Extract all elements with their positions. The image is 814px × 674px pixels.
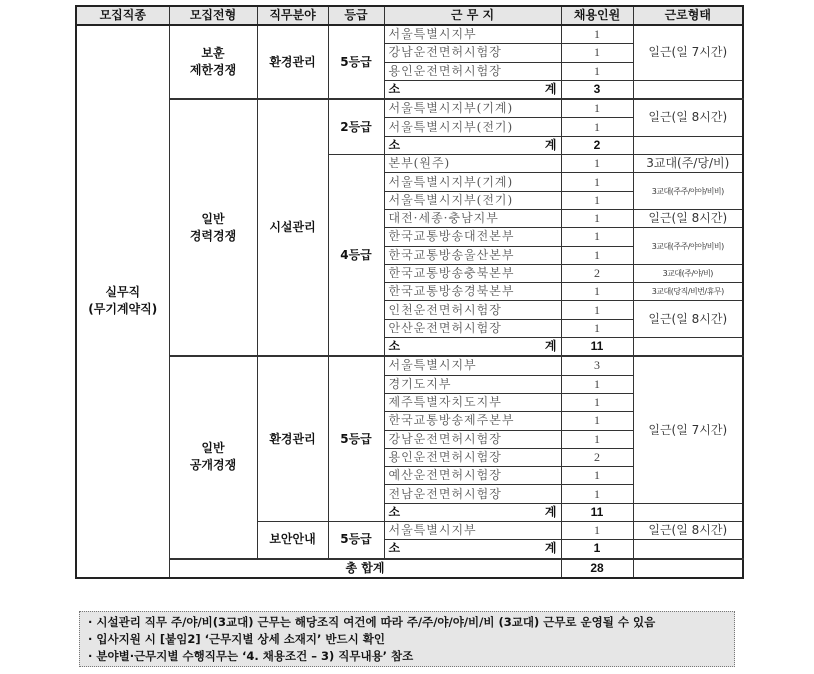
location-cell: 서울특별시지부(기계) [384, 173, 561, 191]
header-recruit-type: 모집전형 [169, 6, 257, 25]
count-cell: 3 [561, 356, 633, 375]
location-cell: 대전·세종·충남지부 [384, 209, 561, 227]
header-job-type: 모집직종 [76, 6, 169, 25]
grade-cell: 5등급 [328, 522, 384, 559]
table-row [76, 25, 743, 44]
location-cell: 한국교통방송충북본부 [384, 264, 561, 282]
count-cell: 1 [561, 209, 633, 227]
location-cell: 서울특별시지부(전기) [384, 191, 561, 209]
empty-cell [633, 540, 743, 559]
work-form-cell: 3교대(주주/야야/비비) [633, 228, 743, 265]
empty-cell [633, 136, 743, 154]
location-cell: 서울특별시지부 [384, 522, 561, 540]
subtotal-label-right: 계 [544, 541, 557, 556]
count-cell: 1 [561, 173, 633, 191]
subtotal-label [384, 503, 561, 521]
subtotal-count: 11 [561, 503, 633, 521]
note-line: · 시설관리 직무 주/야/비(3교대) 근무는 해당조직 여건에 따라 주/주/야/야/비/비 (3교대) 근무로 운영될 수 있음 [88, 615, 656, 629]
location-cell: 본부(원주) [384, 155, 561, 173]
count-cell: 1 [561, 246, 633, 264]
recruit-type-line: 경력경쟁 [189, 228, 237, 243]
subtotal-count: 1 [561, 540, 633, 559]
location-cell: 서울특별시지부 [384, 356, 561, 375]
count-cell: 1 [561, 522, 633, 540]
count-cell: 1 [561, 191, 633, 209]
count-cell: 1 [561, 228, 633, 246]
subtotal-label-right: 계 [544, 82, 557, 97]
count-cell: 1 [561, 393, 633, 411]
work-form-cell: 일근(일 7시간) [633, 356, 743, 503]
location-cell: 안산운전면허시험장 [384, 319, 561, 337]
location-cell: 예산운전면허시험장 [384, 467, 561, 485]
location-cell: 한국교통방송경북본부 [384, 283, 561, 301]
count-cell: 1 [561, 412, 633, 430]
location-cell: 서울특별시지부(전기) [384, 118, 561, 136]
location-cell: 한국교통방송대전본부 [384, 228, 561, 246]
recruit-type-cell [169, 25, 257, 99]
recruit-type-cell [169, 99, 257, 356]
recruit-type-line: 일반 [201, 211, 225, 226]
total-row [76, 559, 743, 578]
work-form-cell: 3교대(주주/야야/비비) [633, 173, 743, 210]
count-cell: 1 [561, 62, 633, 80]
subtotal-label-left: 소 [388, 82, 401, 97]
table-row [76, 99, 743, 118]
location-cell: 전남운전면허시험장 [384, 485, 561, 503]
count-cell: 1 [561, 485, 633, 503]
subtotal-label [384, 80, 561, 99]
subtotal-label [384, 540, 561, 559]
recruit-type-line: 일반 [201, 441, 225, 456]
recruit-type-line: 제한경쟁 [189, 63, 237, 78]
count-cell: 1 [561, 99, 633, 118]
location-cell: 용인운전면허시험장 [384, 62, 561, 80]
count-cell: 1 [561, 283, 633, 301]
location-cell: 인천운전면허시험장 [384, 301, 561, 319]
table-row [76, 356, 743, 375]
subtotal-label-left: 소 [388, 504, 401, 519]
field-cell: 보안안내 [257, 522, 328, 559]
work-form-cell: 3교대(주/야/비) [633, 264, 743, 282]
work-form-cell: 일근(일 8시간) [633, 209, 743, 227]
count-cell: 1 [561, 375, 633, 393]
recruit-type-cell [169, 356, 257, 558]
total-label: 총 합계 [169, 559, 561, 578]
count-cell: 1 [561, 319, 633, 337]
work-form-cell: 일근(일 8시간) [633, 522, 743, 540]
count-cell: 1 [561, 25, 633, 44]
grade-cell: 2등급 [328, 99, 384, 154]
header-count: 채용인원 [561, 6, 633, 25]
work-form-cell: 일근(일 8시간) [633, 301, 743, 338]
location-cell: 한국교통방송제주본부 [384, 412, 561, 430]
field-cell: 시설관리 [257, 99, 328, 356]
location-cell: 강남운전면허시험장 [384, 430, 561, 448]
grade-cell: 5등급 [328, 25, 384, 99]
header-work-form: 근로형태 [633, 6, 743, 25]
count-cell: 2 [561, 448, 633, 466]
header-field: 직무분야 [257, 6, 328, 25]
location-cell: 서울특별시지부 [384, 25, 561, 44]
count-cell: 1 [561, 430, 633, 448]
subtotal-label [384, 136, 561, 154]
note-line: · 분야별·근무지별 수행직무는 ‘4. 채용조건 – 3) 직무내용’ 참조 [88, 649, 414, 663]
job-type-line: (무기계약직) [88, 302, 158, 317]
location-cell: 용인운전면허시험장 [384, 448, 561, 466]
location-cell: 서울특별시지부(기계) [384, 99, 561, 118]
field-cell: 환경관리 [257, 25, 328, 99]
empty-cell [633, 503, 743, 521]
count-cell: 1 [561, 44, 633, 62]
note-line: · 입사지원 시 [붙임2] ‘근무지별 상세 소재지’ 반드시 확인 [88, 632, 385, 646]
subtotal-label-right: 계 [544, 339, 557, 354]
header-grade: 등급 [328, 6, 384, 25]
count-cell: 1 [561, 467, 633, 485]
work-form-cell: 일근(일 7시간) [633, 25, 743, 80]
location-cell: 한국교통방송울산본부 [384, 246, 561, 264]
location-cell: 제주특별자치도지부 [384, 393, 561, 411]
job-type-line: 실무직 [105, 285, 141, 300]
recruitment-table [75, 5, 744, 579]
location-cell: 경기도지부 [384, 375, 561, 393]
job-type-cell [76, 25, 169, 578]
grade-cell: 5등급 [328, 356, 384, 521]
notes-box [79, 611, 735, 667]
subtotal-label-left: 소 [388, 137, 401, 152]
field-cell: 환경관리 [257, 356, 328, 521]
work-form-cell: 3교대(주/당/비) [633, 155, 743, 173]
work-form-cell: 3교대(당직/비번/휴무) [633, 283, 743, 301]
work-form-cell: 일근(일 8시간) [633, 99, 743, 136]
count-cell: 2 [561, 264, 633, 282]
subtotal-count: 2 [561, 136, 633, 154]
location-cell: 강남운전면허시험장 [384, 44, 561, 62]
grade-cell: 4등급 [328, 155, 384, 357]
empty-cell [633, 338, 743, 357]
empty-cell [633, 559, 743, 578]
subtotal-label-left: 소 [388, 541, 401, 556]
subtotal-label-right: 계 [544, 137, 557, 152]
empty-cell [633, 80, 743, 99]
subtotal-label-right: 계 [544, 504, 557, 519]
count-cell: 1 [561, 155, 633, 173]
subtotal-label-left: 소 [388, 339, 401, 354]
count-cell: 1 [561, 301, 633, 319]
recruit-type-line: 공개경쟁 [189, 458, 237, 473]
subtotal-count: 11 [561, 338, 633, 357]
recruit-type-line: 보훈 [201, 46, 225, 61]
header-location: 근 무 지 [384, 6, 561, 25]
total-count: 28 [561, 559, 633, 578]
subtotal-count: 3 [561, 80, 633, 99]
subtotal-label [384, 338, 561, 357]
table-header-row [76, 6, 743, 25]
count-cell: 1 [561, 118, 633, 136]
